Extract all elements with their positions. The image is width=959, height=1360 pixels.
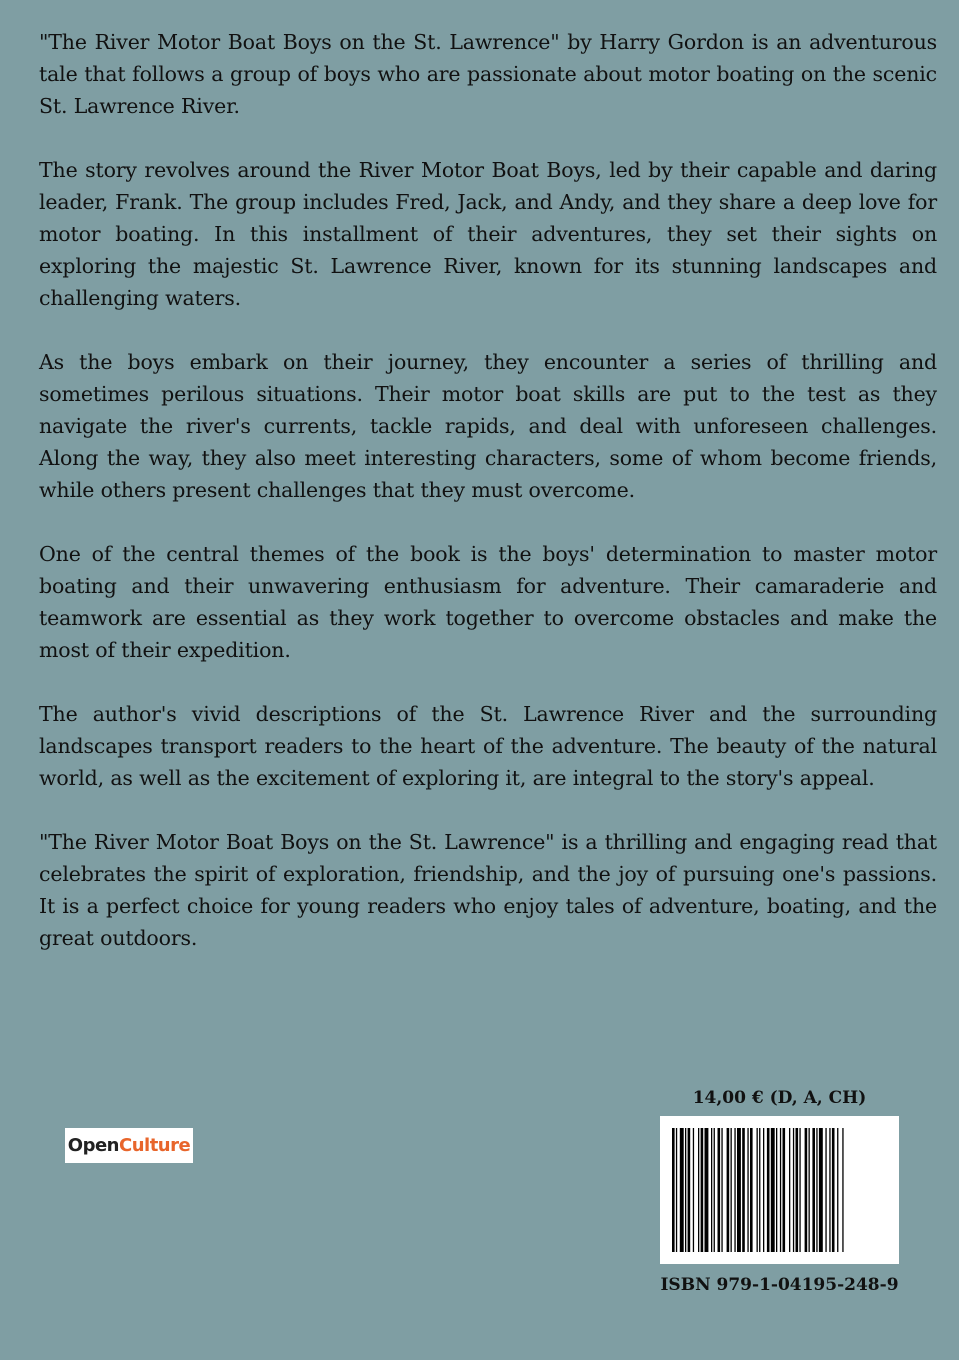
barcode-bar	[727, 1128, 730, 1252]
barcode-bar	[819, 1128, 823, 1252]
barcode-bar	[832, 1128, 835, 1252]
barcode-bar	[711, 1128, 712, 1252]
barcode-bar	[750, 1128, 753, 1252]
blurb-paragraph-2: The story revolves around the River Motor Boat Boys, led by their capable and daring leader, Frank. The group includes Fred, Jack, and Andy, and they share a deep love for motor boating. In this installment of their adventures, they set their sights on exploring the majestic St. Lawrence River, known for its stunning landscapes and challenging waters.	[39, 158, 937, 310]
blurb-paragraph-4: One of the central themes of the book is the boys' determination to master motor boating and their unwavering enthusiasm for adventure. Their camaraderie and teamwork are essential as they work together to overcome obstacles and make the most of their expedition.	[39, 542, 937, 662]
barcode-bar	[734, 1128, 735, 1252]
barcode-bar	[789, 1128, 790, 1252]
isbn-label: ISBN 979-1-04195-248-9	[660, 1275, 899, 1295]
blurb-paragraph-1: "The River Motor Boat Boys on the St. Lawrence" by Harry Gordon is an adventurous tale that follows a group of boys who are passionate about motor boating on the scenic St. Lawrence River.	[39, 30, 937, 118]
barcode-bar	[767, 1128, 770, 1252]
barcode-bar	[680, 1128, 684, 1252]
barcode-bar	[796, 1128, 799, 1252]
barcode-bar	[747, 1128, 748, 1252]
barcode-bar	[757, 1128, 758, 1252]
barcode-bar	[812, 1128, 815, 1252]
barcode-bar	[763, 1128, 764, 1252]
price-label: 14,00 € (D, A, CH)	[692, 1088, 867, 1108]
barcode-bar	[809, 1128, 810, 1252]
barcode-bar	[705, 1128, 709, 1252]
barcode-bar	[780, 1128, 781, 1252]
barcode-bar	[731, 1128, 732, 1252]
barcode-bar	[759, 1128, 760, 1252]
barcode-bar	[676, 1128, 677, 1252]
blurb-paragraph-6: "The River Motor Boat Boys on the St. Lawrence" is a thrilling and engaging read that celebrates the spirit of exploration, friendship, and the joy of pursuing one's passions. It is a perfect choice for young readers who enjoy tales of adventure, boating, and the great outdoors.	[39, 830, 937, 950]
barcode-bar	[816, 1128, 817, 1252]
barcode-bar	[672, 1128, 675, 1252]
barcode	[660, 1116, 899, 1264]
barcode-bar	[714, 1128, 715, 1252]
barcode-bar	[799, 1128, 800, 1252]
barcode-bar	[805, 1128, 808, 1252]
barcode-bar	[718, 1128, 721, 1252]
barcode-bar	[776, 1128, 777, 1252]
barcode-bar	[737, 1128, 741, 1252]
barcode-bar	[698, 1128, 699, 1252]
publisher-logo	[65, 1128, 193, 1163]
barcode-bar	[693, 1128, 694, 1252]
logo-text-culture: Culture	[119, 1135, 191, 1156]
barcode-bar	[688, 1128, 691, 1252]
barcode-bar	[842, 1128, 843, 1252]
barcode-bar	[837, 1128, 838, 1252]
barcode-bar	[825, 1128, 826, 1252]
logo-text-open: Open	[67, 1135, 119, 1156]
blurb-text	[39, 26, 937, 986]
barcode-bar	[771, 1128, 775, 1252]
barcode-bars	[672, 1128, 887, 1252]
barcode-bar	[793, 1128, 794, 1252]
barcode-bar	[685, 1128, 686, 1252]
barcode-bar	[829, 1128, 830, 1252]
blurb-paragraph-5: The author's vivid descriptions of the St. Lawrence River and the surrounding landscapes transport readers to the heart of the adventure. The beauty of the natural world, as well as the excitement of exploring it, are integral to the story's appeal.	[39, 702, 937, 790]
barcode-bar	[721, 1128, 722, 1252]
barcode-bar	[783, 1128, 786, 1252]
barcode-bar	[701, 1128, 704, 1252]
barcode-bar	[742, 1128, 745, 1252]
blurb-paragraph-3: As the boys embark on their journey, they encounter a series of thrilling and sometimes perilous situations. Their motor boat skills are put to the test as they navigate the river's currents, tackle rapids, and deal with unforeseen challenges. Along the way, they also meet interesting characters, some of whom become friends, while others present challenges that they must overcome.	[39, 350, 937, 502]
